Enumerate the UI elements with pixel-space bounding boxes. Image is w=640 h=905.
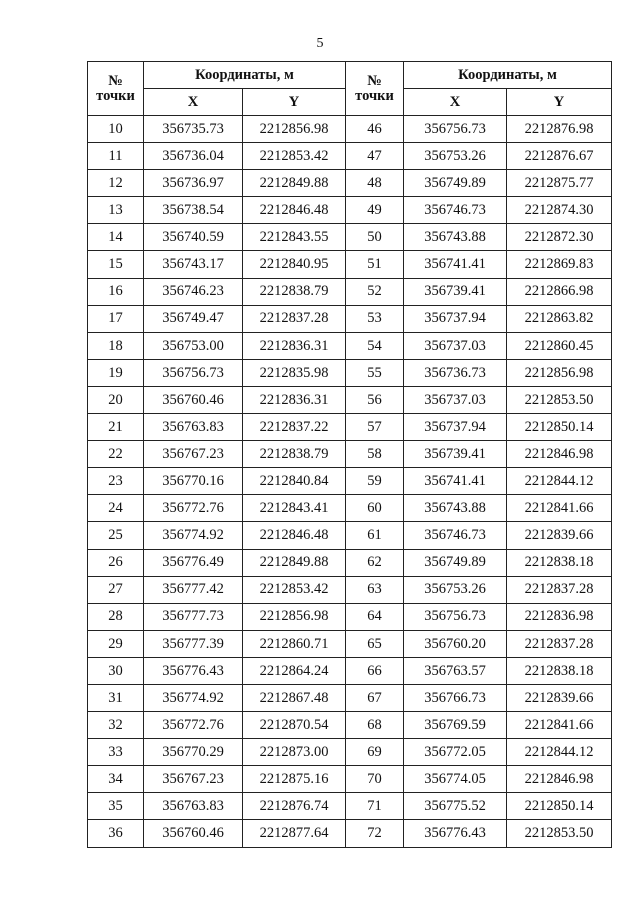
y-value-right: 2212863.82	[507, 305, 612, 332]
point-number-left: 13	[88, 197, 144, 224]
point-number-left: 12	[88, 170, 144, 197]
y-value-right: 2212839.66	[507, 522, 612, 549]
table-row	[88, 414, 612, 441]
table-row	[88, 712, 612, 739]
coordinates-table	[87, 61, 612, 848]
x-value-right: 356756.73	[404, 116, 507, 143]
point-number-right: 52	[346, 278, 404, 305]
point-number-right: 59	[346, 468, 404, 495]
table-row	[88, 630, 612, 657]
table-row	[88, 684, 612, 711]
table-row	[88, 522, 612, 549]
point-number-left: 10	[88, 116, 144, 143]
y-value-right: 2212876.98	[507, 116, 612, 143]
y-value-left: 2212843.55	[243, 224, 346, 251]
y-value-right: 2212846.98	[507, 441, 612, 468]
x-value-right: 356775.52	[404, 793, 507, 820]
y-header-left: Y	[243, 89, 346, 116]
x-value-left: 356777.42	[144, 576, 243, 603]
y-value-left: 2212838.79	[243, 278, 346, 305]
point-number-right: 61	[346, 522, 404, 549]
point-number-left: 32	[88, 712, 144, 739]
x-value-left: 356756.73	[144, 359, 243, 386]
point-number-left: 29	[88, 630, 144, 657]
y-value-right: 2212836.98	[507, 603, 612, 630]
point-number-right: 49	[346, 197, 404, 224]
point-number-left: 25	[88, 522, 144, 549]
table-row	[88, 468, 612, 495]
x-value-left: 356776.43	[144, 657, 243, 684]
table-row	[88, 305, 612, 332]
y-value-left: 2212864.24	[243, 657, 346, 684]
table-row	[88, 549, 612, 576]
table-row	[88, 224, 612, 251]
y-value-left: 2212846.48	[243, 197, 346, 224]
table-row	[88, 657, 612, 684]
x-value-right: 356737.03	[404, 386, 507, 413]
point-number-left: 16	[88, 278, 144, 305]
y-value-right: 2212837.28	[507, 630, 612, 657]
y-value-left: 2212875.16	[243, 766, 346, 793]
x-value-right: 356746.73	[404, 197, 507, 224]
point-number-right: 60	[346, 495, 404, 522]
x-value-right: 356769.59	[404, 712, 507, 739]
x-value-right: 356736.73	[404, 359, 507, 386]
point-number-right: 71	[346, 793, 404, 820]
y-value-right: 2212856.98	[507, 359, 612, 386]
y-value-right: 2212838.18	[507, 657, 612, 684]
x-value-left: 356777.73	[144, 603, 243, 630]
point-number-left: 36	[88, 820, 144, 847]
y-value-right: 2212875.77	[507, 170, 612, 197]
x-value-left: 356763.83	[144, 793, 243, 820]
y-value-right: 2212844.12	[507, 739, 612, 766]
x-value-left: 356770.16	[144, 468, 243, 495]
point-number-left: 18	[88, 332, 144, 359]
y-value-left: 2212849.88	[243, 549, 346, 576]
y-value-right: 2212850.14	[507, 793, 612, 820]
point-number-right: 55	[346, 359, 404, 386]
x-value-left: 356736.04	[144, 143, 243, 170]
x-value-left: 356763.83	[144, 414, 243, 441]
coordinates-header-right: Координаты, м	[404, 62, 612, 89]
y-value-left: 2212836.31	[243, 386, 346, 413]
point-number-right: 70	[346, 766, 404, 793]
page-number: 5	[316, 36, 324, 51]
y-value-right: 2212846.98	[507, 766, 612, 793]
point-number-right: 46	[346, 116, 404, 143]
table-row	[88, 576, 612, 603]
point-number-left: 15	[88, 251, 144, 278]
x-value-right: 356753.26	[404, 576, 507, 603]
table-row	[88, 739, 612, 766]
x-header-left: X	[144, 89, 243, 116]
y-value-left: 2212873.00	[243, 739, 346, 766]
point-number-right: 67	[346, 684, 404, 711]
y-value-left: 2212853.42	[243, 143, 346, 170]
y-value-left: 2212849.88	[243, 170, 346, 197]
point-number-right: 48	[346, 170, 404, 197]
y-value-right: 2212869.83	[507, 251, 612, 278]
y-value-right: 2212841.66	[507, 495, 612, 522]
point-number-right: 53	[346, 305, 404, 332]
point-number-left: 26	[88, 549, 144, 576]
point-number-right: 58	[346, 441, 404, 468]
point-number-right: 64	[346, 603, 404, 630]
x-value-right: 356741.41	[404, 468, 507, 495]
y-value-right: 2212860.45	[507, 332, 612, 359]
x-value-right: 356749.89	[404, 170, 507, 197]
y-value-left: 2212840.84	[243, 468, 346, 495]
table-row	[88, 251, 612, 278]
x-value-right: 356763.57	[404, 657, 507, 684]
x-value-left: 356749.47	[144, 305, 243, 332]
table-row	[88, 441, 612, 468]
y-value-left: 2212876.74	[243, 793, 346, 820]
x-value-left: 356767.23	[144, 441, 243, 468]
table-body	[88, 116, 612, 848]
point-number-left: 19	[88, 359, 144, 386]
x-value-right: 356743.88	[404, 224, 507, 251]
y-value-right: 2212839.66	[507, 684, 612, 711]
y-value-right: 2212874.30	[507, 197, 612, 224]
x-value-left: 356774.92	[144, 684, 243, 711]
point-number-left: 14	[88, 224, 144, 251]
x-value-right: 356766.73	[404, 684, 507, 711]
x-value-left: 356746.23	[144, 278, 243, 305]
y-value-left: 2212856.98	[243, 603, 346, 630]
point-number-left: 24	[88, 495, 144, 522]
x-value-left: 356740.59	[144, 224, 243, 251]
point-number-right: 50	[346, 224, 404, 251]
x-value-right: 356739.41	[404, 278, 507, 305]
y-value-left: 2212838.79	[243, 441, 346, 468]
table-row	[88, 495, 612, 522]
x-value-left: 356777.39	[144, 630, 243, 657]
point-number-left: 34	[88, 766, 144, 793]
x-value-right: 356737.94	[404, 414, 507, 441]
point-number-left: 20	[88, 386, 144, 413]
y-value-left: 2212853.42	[243, 576, 346, 603]
x-value-left: 356743.17	[144, 251, 243, 278]
x-value-left: 356772.76	[144, 712, 243, 739]
point-number-left: 22	[88, 441, 144, 468]
table-row	[88, 820, 612, 847]
x-header-right: X	[404, 89, 507, 116]
table-row	[88, 766, 612, 793]
x-value-right: 356741.41	[404, 251, 507, 278]
x-value-right: 356737.03	[404, 332, 507, 359]
y-value-left: 2212835.98	[243, 359, 346, 386]
y-value-left: 2212877.64	[243, 820, 346, 847]
table-row	[88, 386, 612, 413]
table-row	[88, 278, 612, 305]
point-number-right: 56	[346, 386, 404, 413]
y-value-left: 2212837.28	[243, 305, 346, 332]
y-header-right: Y	[507, 89, 612, 116]
x-value-right: 356743.88	[404, 495, 507, 522]
y-value-right: 2212841.66	[507, 712, 612, 739]
point-number-left: 35	[88, 793, 144, 820]
x-value-left: 356772.76	[144, 495, 243, 522]
point-number-right: 62	[346, 549, 404, 576]
point-number-left: 30	[88, 657, 144, 684]
y-value-right: 2212837.28	[507, 576, 612, 603]
x-value-right: 356739.41	[404, 441, 507, 468]
point-number-right: 69	[346, 739, 404, 766]
x-value-left: 356774.92	[144, 522, 243, 549]
x-value-right: 356776.43	[404, 820, 507, 847]
y-value-right: 2212872.30	[507, 224, 612, 251]
x-value-left: 356738.54	[144, 197, 243, 224]
y-value-right: 2212838.18	[507, 549, 612, 576]
y-value-right: 2212866.98	[507, 278, 612, 305]
table-row	[88, 116, 612, 143]
y-value-left: 2212846.48	[243, 522, 346, 549]
point-number-right: 51	[346, 251, 404, 278]
point-number-left: 23	[88, 468, 144, 495]
point-number-header-right: № точки	[346, 62, 404, 116]
x-value-right: 356749.89	[404, 549, 507, 576]
x-value-right: 356753.26	[404, 143, 507, 170]
table-row	[88, 170, 612, 197]
point-number-right: 47	[346, 143, 404, 170]
y-value-right: 2212850.14	[507, 414, 612, 441]
point-number-right: 54	[346, 332, 404, 359]
x-value-left: 356760.46	[144, 386, 243, 413]
x-value-left: 356736.97	[144, 170, 243, 197]
y-value-left: 2212860.71	[243, 630, 346, 657]
point-number-right: 66	[346, 657, 404, 684]
point-number-left: 28	[88, 603, 144, 630]
point-number-header-left: № точки	[88, 62, 144, 116]
y-value-left: 2212843.41	[243, 495, 346, 522]
x-value-left: 356770.29	[144, 739, 243, 766]
point-number-left: 21	[88, 414, 144, 441]
x-value-left: 356760.46	[144, 820, 243, 847]
x-value-right: 356760.20	[404, 630, 507, 657]
table-row	[88, 332, 612, 359]
point-number-left: 17	[88, 305, 144, 332]
x-value-left: 356735.73	[144, 116, 243, 143]
y-value-right: 2212844.12	[507, 468, 612, 495]
x-value-left: 356767.23	[144, 766, 243, 793]
point-number-left: 11	[88, 143, 144, 170]
x-value-right: 356772.05	[404, 739, 507, 766]
y-value-right: 2212853.50	[507, 820, 612, 847]
y-value-left: 2212840.95	[243, 251, 346, 278]
table-row	[88, 603, 612, 630]
point-number-right: 65	[346, 630, 404, 657]
table-row	[88, 793, 612, 820]
table-row	[88, 143, 612, 170]
point-number-left: 27	[88, 576, 144, 603]
point-number-left: 33	[88, 739, 144, 766]
x-value-left: 356753.00	[144, 332, 243, 359]
y-value-left: 2212837.22	[243, 414, 346, 441]
table-row	[88, 197, 612, 224]
point-number-left: 31	[88, 684, 144, 711]
y-value-right: 2212876.67	[507, 143, 612, 170]
coordinates-header-left: Координаты, м	[144, 62, 346, 89]
x-value-right: 356756.73	[404, 603, 507, 630]
x-value-left: 356776.49	[144, 549, 243, 576]
point-number-right: 57	[346, 414, 404, 441]
table-row	[88, 359, 612, 386]
y-value-left: 2212870.54	[243, 712, 346, 739]
y-value-left: 2212836.31	[243, 332, 346, 359]
y-value-left: 2212867.48	[243, 684, 346, 711]
y-value-left: 2212856.98	[243, 116, 346, 143]
x-value-right: 356737.94	[404, 305, 507, 332]
point-number-right: 63	[346, 576, 404, 603]
x-value-right: 356746.73	[404, 522, 507, 549]
x-value-right: 356774.05	[404, 766, 507, 793]
point-number-right: 72	[346, 820, 404, 847]
point-number-right: 68	[346, 712, 404, 739]
y-value-right: 2212853.50	[507, 386, 612, 413]
